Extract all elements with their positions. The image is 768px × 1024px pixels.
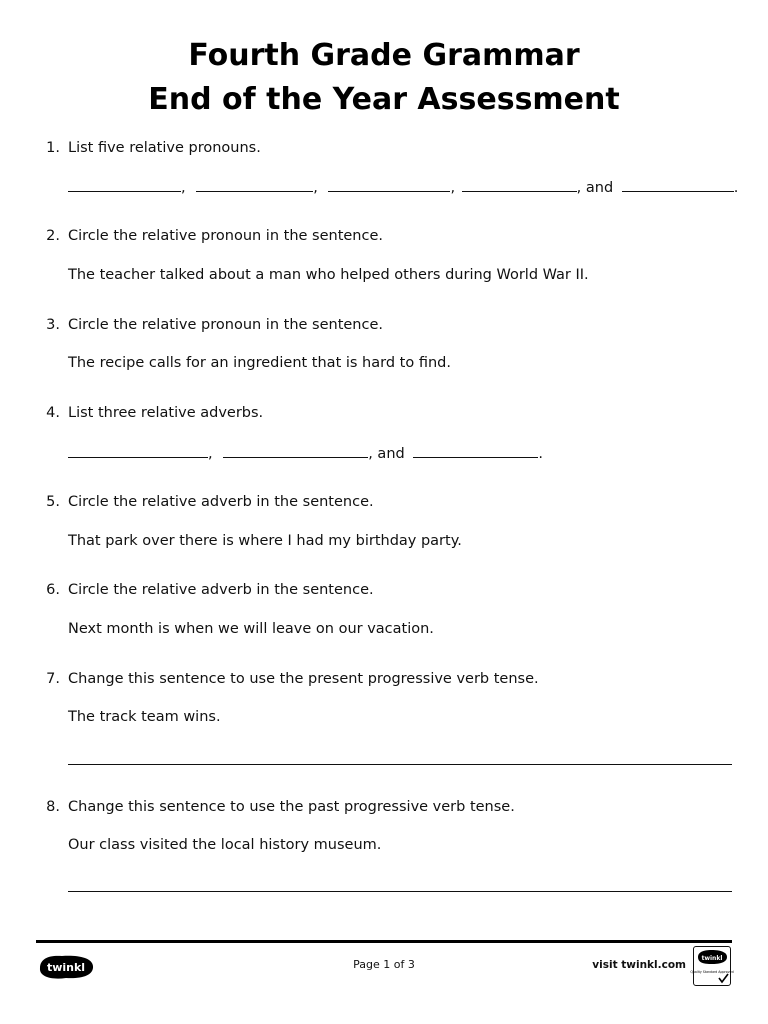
question-text: List three relative adverbs. — [68, 405, 264, 421]
question-number: 4. — [46, 405, 60, 421]
and-text: , and — [576, 180, 614, 196]
question-text: Circle the relative pronoun in the sentence. — [68, 228, 383, 244]
badge-logo-text: twinkl — [701, 955, 723, 962]
period: . — [733, 180, 739, 196]
answer-line[interactable] — [68, 764, 732, 765]
question-text: Circle the relative adverb in the sentence. — [68, 582, 374, 598]
comma: , — [450, 180, 456, 196]
answer-blank[interactable] — [223, 444, 368, 458]
answer-line[interactable] — [68, 891, 732, 892]
answer-blank[interactable] — [413, 444, 538, 458]
question-number: 8. — [46, 799, 60, 815]
question-sentence: The teacher talked about a man who helped others during World War II. — [68, 267, 589, 283]
quality-badge — [690, 946, 734, 986]
question-sentence: Next month is when we will leave on our vacation. — [68, 621, 434, 637]
question-text: List five relative pronouns. — [68, 140, 261, 156]
question-number: 2. — [46, 228, 60, 244]
question-number: 3. — [46, 317, 60, 333]
pronoun-blanks-row — [68, 178, 738, 196]
question-text: Circle the relative pronoun in the sentence. — [68, 317, 383, 333]
question-number: 5. — [46, 494, 60, 510]
comma: , — [313, 180, 318, 196]
question-text: Change this sentence to use the past progressive verb tense. — [68, 799, 515, 815]
footer-divider — [36, 940, 732, 943]
check-icon — [719, 974, 728, 982]
comma: , — [181, 180, 186, 196]
answer-blank[interactable] — [462, 178, 577, 192]
question-number: 1. — [46, 140, 60, 156]
worksheet-title-line-1: Fourth Grade Grammar — [188, 38, 580, 73]
badge-caption: Quality Standard Approved — [690, 970, 734, 974]
question-sentence: Our class visited the local history museum. — [68, 837, 382, 853]
question-number: 7. — [46, 671, 60, 687]
answer-blank[interactable] — [622, 178, 734, 192]
question-text: Change this sentence to use the present progressive verb tense. — [68, 671, 539, 687]
question-text: Circle the relative adverb in the sentence. — [68, 494, 374, 510]
page-number: Page 1 of 3 — [353, 958, 415, 971]
worksheet-title-line-2: End of the Year Assessment — [148, 82, 620, 117]
quality-badge-icon — [690, 947, 734, 985]
question-sentence: That park over there is where I had my birthday party. — [68, 533, 462, 549]
adverb-blanks-row — [68, 444, 543, 462]
answer-blank[interactable] — [68, 178, 181, 192]
answer-blank[interactable] — [68, 444, 208, 458]
comma: , — [208, 446, 213, 462]
answer-blank[interactable] — [328, 178, 450, 192]
visit-link[interactable]: visit twinkl.com — [592, 959, 686, 971]
and-text: , and — [368, 446, 405, 462]
question-sentence: The track team wins. — [68, 709, 221, 725]
period: . — [538, 446, 543, 462]
question-number: 6. — [46, 582, 60, 598]
logo-text: twinkl — [46, 961, 86, 974]
answer-blank[interactable] — [196, 178, 313, 192]
question-sentence: The recipe calls for an ingredient that is hard to find. — [68, 355, 451, 371]
